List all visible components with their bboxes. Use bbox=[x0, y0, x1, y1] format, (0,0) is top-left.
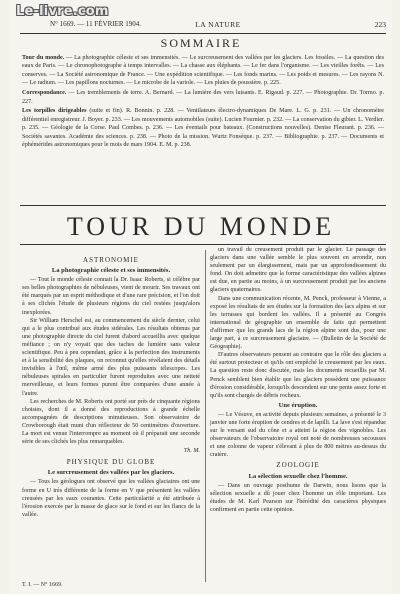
section-title: ZOOLOGIE bbox=[276, 461, 320, 470]
sommaire-entry-lead: Correspondance. bbox=[22, 90, 67, 97]
body-paragraph: Les recherches de M. Roberts ont porté sur près de cinquante régions choisies, dont il a donné des reproductions à grande échelle accompagnées de descriptions minutieuses. Son observatoire de Crowborough était muni d'un réflecteur de 50 centimètres d'ouverture. La mort est venue l'interrompre au moment où il préparait une seconde série de ses clichés les plus remarquables. bbox=[22, 398, 200, 446]
sommaire-rule bbox=[20, 205, 386, 206]
body-paragraph: Sir William Herschel est, au commencement du siècle dernier, celui qui a le plus contribué aux études sidérales. Les résultats obtenus par une photographie directe du ciel furent d'abord accueillis avec quelque méfiance ; on n'y voyait que des taches de lumière sans valeur scientifique. Peu à peu cependant, grâce à la perfection des instruments et à la sensibilité des plaques, on reconnut qu'elles révélaient des détails invisibles à l'œil, même armé des plus puissants télescopes. Les nébuleuses spirales en particulier furent reproduites avec une netteté merveilleuse, et leurs formes purent être comparées d'une année à l'autre. bbox=[22, 317, 200, 397]
body-paragraph: — Le Vésuve, en activité depuis plusieurs semaines, a présenté le 3 janvier une forte éruption de cendres et de lapilli. La lave s'est répandue sur le versant sud du cône et a atteint la région des vignobles. Les observateurs de l'observatoire royal ont noté de nombreuses secousses et une colonne de vapeur s'élevant à plus de 800 mètres au-dessus du cratère. bbox=[210, 411, 386, 459]
right-column bbox=[210, 246, 386, 514]
section-title: ASTRONOMIE bbox=[83, 256, 139, 264]
article-title: Une éruption. bbox=[278, 401, 318, 409]
sommaire-title: SOMMAIRE bbox=[160, 36, 242, 50]
sommaire-entry-text: — La photographie céleste et ses immensités. — Le surcreusement des vallées par les glaciers. Les fossiles. — La question des eaux de Paris. — Le chronophotographe à temps intervalles. — La chasse aux éléphants. — Le fer dans l'organisme. — Les vieilles forêts. — Les conserves. — La Société astronomique de France. — Une expédition scientifique. — Les fonds marins. — Les poids et mesures. — Les rayons N. — Le radium. — Les papillons nocturnes. — Le microbe de la variole. — Les pluies de poussière. p. 225. bbox=[22, 55, 384, 87]
body-paragraph: D'autres observateurs pensent au contraire que le rôle des glaciers a été surtout protecteur et qu'ils ont empêché le creusement par les eaux. La question reste donc discutée, mais les documents recueillis par M. Penck semblent bien établir que les glaciers possèdent une puissance d'érosion considérable, lorsqu'ils descendent sur une pente assez forte et qu'ils sont chargés de débris rocheux. bbox=[210, 352, 386, 399]
article-title: Le surcreusement des vallées par les glaciers. bbox=[47, 469, 175, 477]
section-title: PHYSIQUE DU GLOBE bbox=[66, 458, 156, 467]
sommaire-entry bbox=[22, 89, 384, 106]
body-paragraph: un travail de creusement produit par le glacier. Le passage des glaciers dans une vallée semble le plus souvent en arrondir, non seulement par un élargissement, mais par un approfondissement du fond. On doit admettre que la forme caractéristique des vallées alpines est due, en partie au moins, à un surcreusement produit par les anciens glaciers quaternaires. bbox=[210, 247, 386, 294]
sommaire-entry bbox=[22, 54, 384, 88]
article-title: La sélection sexuelle chez l'homme. bbox=[248, 472, 348, 480]
body-paragraph: Dans une communication récente, M. Penck, professeur à Vienne, a exposé les résultats de ses études sur la formation des lacs alpins et sur les terrasses qui bordent les vallées. Il a présenté au Congrès international de géographie un ensemble de faits qui permettent d'affirmer que les grands lacs de la région alpine sont dus, pour une large part, à ce surcreusement glaciaire. — (Bulletin de la Société de Géographie). bbox=[210, 295, 386, 351]
watermark-logo: Le-livre.com bbox=[16, 4, 109, 19]
header-rule bbox=[20, 33, 386, 34]
body-paragraph: — Dans un ouvrage posthume de Darwin, nous lisons que la sélection sexuelle a dû jouer chez l'homme un rôle important. Les études de M. Karl Pearson sur l'hérédité des caractères physiques confirment en partie cette opinion. bbox=[210, 482, 386, 513]
left-column bbox=[22, 254, 200, 519]
body-paragraph: — Tout le monde céleste connait la Dr. Isaac Roberts, si célèbre par ses belles photographies de nébuleuses, vient de mourir. Ses travaux ont été marqués par un esprit méthodique et d'une rare précision, et l'on doit à ses clichés l'étude de plusieurs régions du ciel restées jusqu'alors inexplorées. bbox=[22, 277, 200, 316]
body-paragraph: — Tous les géologues ont observé que les vallées glaciaires ont une forme en U très différente de la forme en V que présentent les vallées creusées par les eaux courantes. Cette particularité a été attribuée à l'érosion exercée par la masse de glace sur le fond et sur les flancs de la vallée. bbox=[22, 479, 200, 518]
sommaire-body bbox=[22, 54, 384, 151]
footer-signature: T. I. — N° 1669. bbox=[22, 582, 63, 588]
sommaire-entry-text: — Les tremblements de terre. A. Bernard. — La lumière des vers luisants. E. Rigaud. p. 227. — Photographie. Dr. Tormo. p. 227. bbox=[22, 90, 384, 105]
sommaire-entry-lead: Les torpilles dirigeables bbox=[22, 108, 87, 115]
running-header bbox=[50, 20, 386, 32]
page bbox=[10, 0, 392, 594]
page-number: 223 bbox=[374, 20, 386, 29]
section-heading: TOUR DU MONDE bbox=[66, 212, 336, 241]
issue-number: N° 1669. — 11 FÉVRIER 1904. bbox=[50, 20, 142, 28]
sommaire-entry-text: (suite et fin). R. Bonnin. p. 228. — Ventilateurs électro-dynamiques De Mare. L. G. p. 231. — Un chronomètre différentiel enregistreur. J. Boyer. p. 233. — Les mouvements automobiles (suite). Lucien Fournier. p. 232. — La conservation du gibier. L. Verdier. p. 235. — Géologie de la Corse. Paul Combes. p. 236. — Les éventails pour bateaux. (Constructions nouvelles). Denise Fleurant. p. 236. — Sociétés savantes. Académie des sciences. p. 238. — Photo de la mission. Wurtz Fonsèque. p. 237. — Bibliographie. p. 237. — Documents et éphémérides astronomiques pour le mois de mars 1904. E. M. p. 238. bbox=[22, 108, 384, 149]
heading-rule bbox=[20, 244, 386, 245]
journal-name: LA NATURE bbox=[195, 20, 241, 29]
sommaire-entry-lead: Tour du monde. bbox=[22, 55, 65, 61]
column-divider bbox=[205, 250, 206, 582]
author-signature: Th. M. bbox=[183, 448, 200, 455]
article-title: La photographie céleste et ses immensités. bbox=[51, 267, 171, 275]
sommaire-entry bbox=[22, 107, 384, 149]
